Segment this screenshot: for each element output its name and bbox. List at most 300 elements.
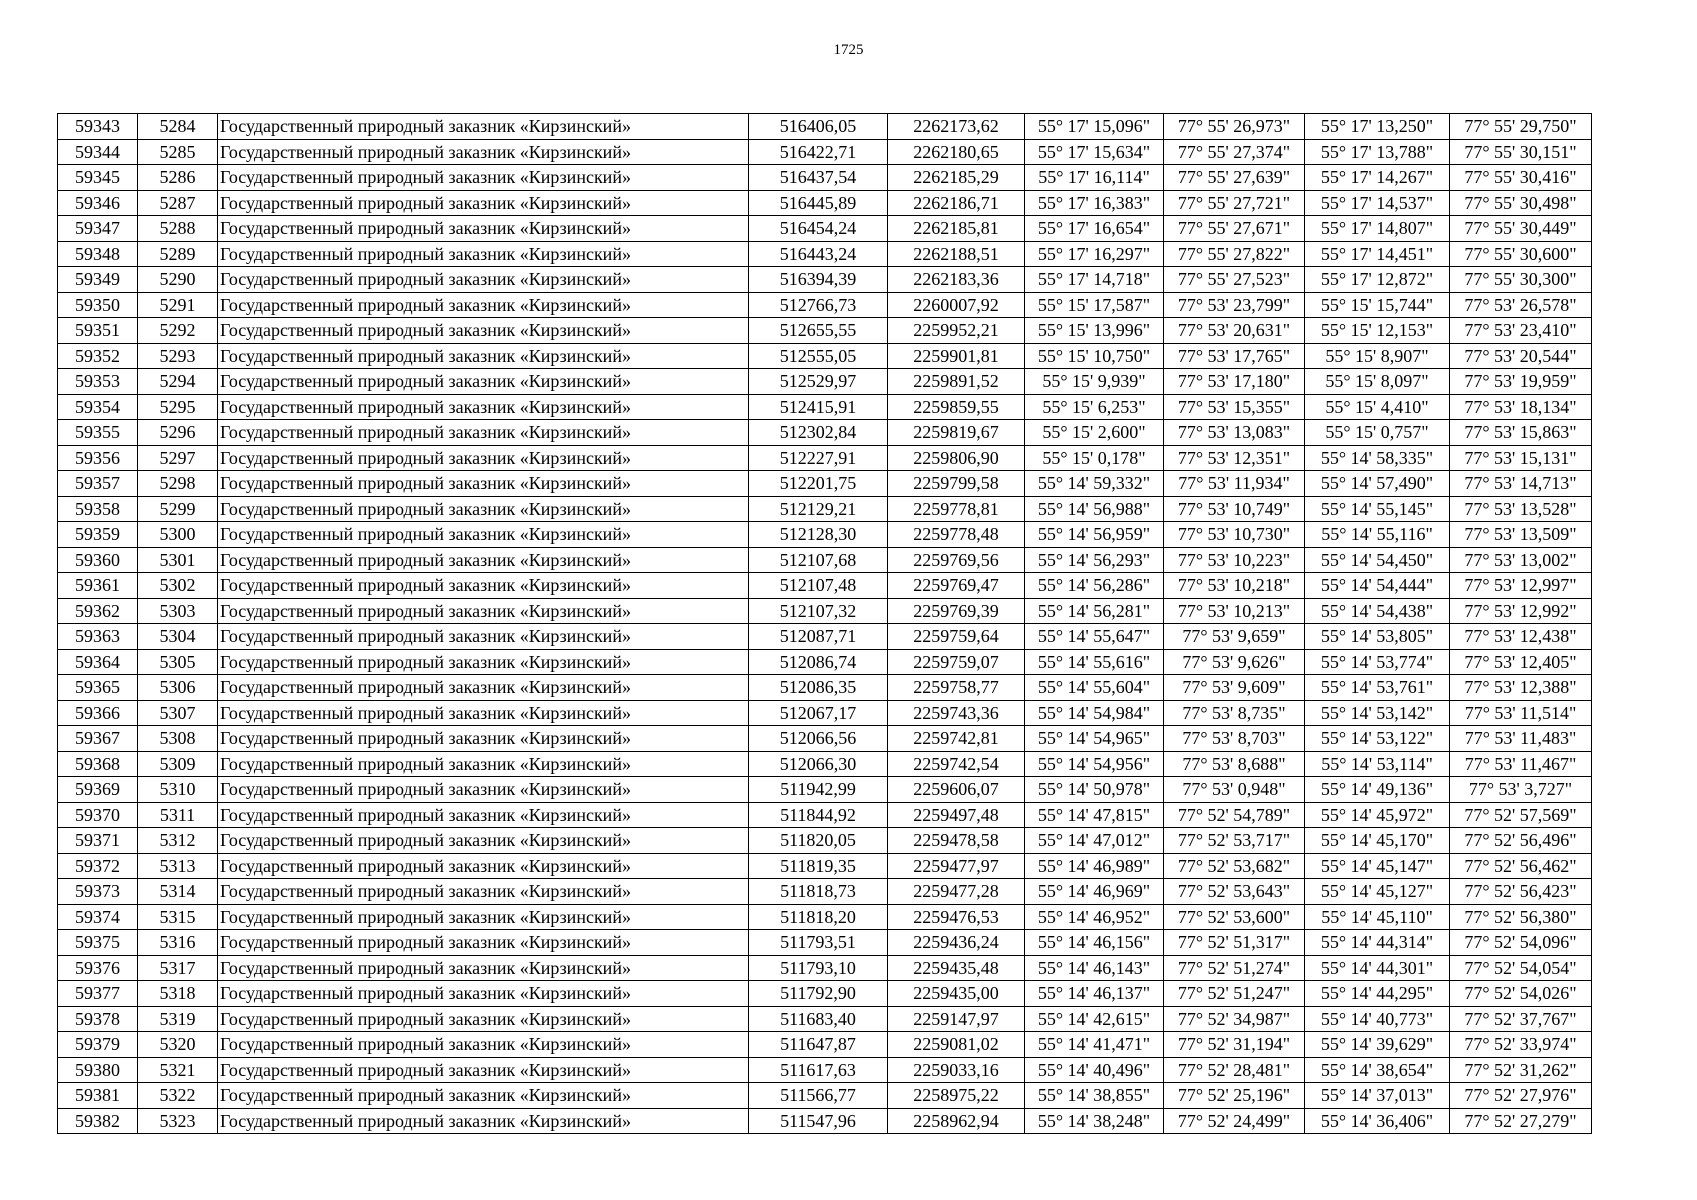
longitude-2-cell: 77° 52' 31,262" — [1450, 1057, 1592, 1083]
point-number-cell: 5288 — [138, 216, 218, 242]
latitude-1-cell: 55° 14' 46,156" — [1025, 930, 1164, 956]
table-row — [58, 190, 1592, 216]
latitude-2-cell: 55° 14' 39,629" — [1305, 1032, 1450, 1058]
latitude-2-cell: 55° 14' 36,406" — [1305, 1108, 1450, 1134]
longitude-1-cell: 77° 53' 9,626" — [1164, 649, 1305, 675]
object-name-cell: Государственный природный заказник «Кирзинский» — [218, 318, 749, 344]
point-number-cell: 5297 — [138, 445, 218, 471]
latitude-1-cell: 55° 15' 9,939" — [1025, 369, 1164, 395]
longitude-2-cell: 77° 52' 37,767" — [1450, 1006, 1592, 1032]
longitude-2-cell: 77° 52' 57,569" — [1450, 802, 1592, 828]
point-number-cell: 5314 — [138, 879, 218, 905]
longitude-2-cell: 77° 53' 18,134" — [1450, 394, 1592, 420]
latitude-1-cell: 55° 14' 40,496" — [1025, 1057, 1164, 1083]
x-coordinate-cell: 511942,99 — [749, 777, 888, 803]
x-coordinate-cell: 511820,05 — [749, 828, 888, 854]
longitude-2-cell: 77° 52' 27,976" — [1450, 1083, 1592, 1109]
point-number-cell: 5309 — [138, 751, 218, 777]
table-row — [58, 216, 1592, 242]
table-row — [58, 139, 1592, 165]
y-coordinate-cell: 2259819,67 — [888, 420, 1025, 446]
latitude-2-cell: 55° 14' 57,490" — [1305, 471, 1450, 497]
latitude-2-cell: 55° 17' 14,807" — [1305, 216, 1450, 242]
longitude-2-cell: 77° 52' 33,974" — [1450, 1032, 1592, 1058]
latitude-2-cell: 55° 17' 14,537" — [1305, 190, 1450, 216]
latitude-2-cell: 55° 17' 14,267" — [1305, 165, 1450, 191]
longitude-2-cell: 77° 53' 11,467" — [1450, 751, 1592, 777]
latitude-1-cell: 55° 14' 55,604" — [1025, 675, 1164, 701]
y-coordinate-cell: 2259435,48 — [888, 955, 1025, 981]
latitude-1-cell: 55° 14' 54,956" — [1025, 751, 1164, 777]
longitude-2-cell: 77° 52' 56,423" — [1450, 879, 1592, 905]
longitude-1-cell: 77° 53' 10,223" — [1164, 547, 1305, 573]
row-number-cell: 59380 — [58, 1057, 138, 1083]
object-name-cell: Государственный природный заказник «Кирзинский» — [218, 649, 749, 675]
object-name-cell: Государственный природный заказник «Кирзинский» — [218, 955, 749, 981]
object-name-cell: Государственный природный заказник «Кирзинский» — [218, 981, 749, 1007]
coordinates-table — [57, 113, 1592, 1134]
row-number-cell: 59351 — [58, 318, 138, 344]
x-coordinate-cell: 516445,89 — [749, 190, 888, 216]
row-number-cell: 59381 — [58, 1083, 138, 1109]
longitude-1-cell: 77° 52' 31,194" — [1164, 1032, 1305, 1058]
latitude-2-cell: 55° 14' 58,335" — [1305, 445, 1450, 471]
y-coordinate-cell: 2259769,39 — [888, 598, 1025, 624]
x-coordinate-cell: 512302,84 — [749, 420, 888, 446]
longitude-1-cell: 77° 53' 15,355" — [1164, 394, 1305, 420]
point-number-cell: 5304 — [138, 624, 218, 650]
latitude-1-cell: 55° 14' 56,988" — [1025, 496, 1164, 522]
row-number-cell: 59368 — [58, 751, 138, 777]
x-coordinate-cell: 511793,51 — [749, 930, 888, 956]
longitude-2-cell: 77° 53' 12,438" — [1450, 624, 1592, 650]
table-row — [58, 343, 1592, 369]
object-name-cell: Государственный природный заказник «Кирзинский» — [218, 573, 749, 599]
object-name-cell: Государственный природный заказник «Кирзинский» — [218, 190, 749, 216]
row-number-cell: 59349 — [58, 267, 138, 293]
row-number-cell: 59379 — [58, 1032, 138, 1058]
point-number-cell: 5302 — [138, 573, 218, 599]
latitude-2-cell: 55° 15' 0,757" — [1305, 420, 1450, 446]
point-number-cell: 5312 — [138, 828, 218, 854]
longitude-2-cell: 77° 53' 12,405" — [1450, 649, 1592, 675]
table-row — [58, 726, 1592, 752]
table-row — [58, 1108, 1592, 1134]
row-number-cell: 59382 — [58, 1108, 138, 1134]
object-name-cell: Государственный природный заказник «Кирзинский» — [218, 700, 749, 726]
longitude-1-cell: 77° 53' 11,934" — [1164, 471, 1305, 497]
longitude-2-cell: 77° 53' 20,544" — [1450, 343, 1592, 369]
x-coordinate-cell: 512766,73 — [749, 292, 888, 318]
latitude-1-cell: 55° 14' 55,616" — [1025, 649, 1164, 675]
latitude-2-cell: 55° 14' 53,114" — [1305, 751, 1450, 777]
longitude-1-cell: 77° 53' 17,180" — [1164, 369, 1305, 395]
latitude-2-cell: 55° 14' 45,170" — [1305, 828, 1450, 854]
x-coordinate-cell: 512201,75 — [749, 471, 888, 497]
row-number-cell: 59375 — [58, 930, 138, 956]
row-number-cell: 59369 — [58, 777, 138, 803]
row-number-cell: 59377 — [58, 981, 138, 1007]
table-row — [58, 802, 1592, 828]
longitude-2-cell: 77° 53' 12,992" — [1450, 598, 1592, 624]
latitude-2-cell: 55° 14' 54,450" — [1305, 547, 1450, 573]
point-number-cell: 5305 — [138, 649, 218, 675]
y-coordinate-cell: 2259435,00 — [888, 981, 1025, 1007]
latitude-2-cell: 55° 14' 45,972" — [1305, 802, 1450, 828]
longitude-1-cell: 77° 52' 51,274" — [1164, 955, 1305, 981]
longitude-2-cell: 77° 55' 30,449" — [1450, 216, 1592, 242]
row-number-cell: 59361 — [58, 573, 138, 599]
table-row — [58, 445, 1592, 471]
x-coordinate-cell: 512655,55 — [749, 318, 888, 344]
longitude-1-cell: 77° 52' 53,600" — [1164, 904, 1305, 930]
row-number-cell: 59343 — [58, 114, 138, 140]
latitude-2-cell: 55° 15' 4,410" — [1305, 394, 1450, 420]
longitude-2-cell: 77° 52' 54,054" — [1450, 955, 1592, 981]
latitude-2-cell: 55° 14' 54,444" — [1305, 573, 1450, 599]
point-number-cell: 5303 — [138, 598, 218, 624]
point-number-cell: 5285 — [138, 139, 218, 165]
point-number-cell: 5299 — [138, 496, 218, 522]
longitude-2-cell: 77° 53' 13,528" — [1450, 496, 1592, 522]
latitude-1-cell: 55° 14' 46,137" — [1025, 981, 1164, 1007]
x-coordinate-cell: 512529,97 — [749, 369, 888, 395]
y-coordinate-cell: 2262180,65 — [888, 139, 1025, 165]
longitude-1-cell: 77° 52' 51,247" — [1164, 981, 1305, 1007]
latitude-1-cell: 55° 14' 55,647" — [1025, 624, 1164, 650]
x-coordinate-cell: 512227,91 — [749, 445, 888, 471]
latitude-1-cell: 55° 14' 54,965" — [1025, 726, 1164, 752]
latitude-1-cell: 55° 15' 2,600" — [1025, 420, 1164, 446]
object-name-cell: Государственный природный заказник «Кирзинский» — [218, 1083, 749, 1109]
y-coordinate-cell: 2262183,36 — [888, 267, 1025, 293]
longitude-1-cell: 77° 55' 27,639" — [1164, 165, 1305, 191]
table-row — [58, 1057, 1592, 1083]
row-number-cell: 59374 — [58, 904, 138, 930]
latitude-1-cell: 55° 14' 38,855" — [1025, 1083, 1164, 1109]
table-row — [58, 700, 1592, 726]
x-coordinate-cell: 512107,32 — [749, 598, 888, 624]
latitude-2-cell: 55° 14' 53,774" — [1305, 649, 1450, 675]
table-row — [58, 573, 1592, 599]
latitude-2-cell: 55° 15' 8,097" — [1305, 369, 1450, 395]
object-name-cell: Государственный природный заказник «Кирзинский» — [218, 879, 749, 905]
y-coordinate-cell: 2259778,81 — [888, 496, 1025, 522]
object-name-cell: Государственный природный заказник «Кирзинский» — [218, 445, 749, 471]
longitude-2-cell: 77° 53' 11,483" — [1450, 726, 1592, 752]
row-number-cell: 59378 — [58, 1006, 138, 1032]
point-number-cell: 5300 — [138, 522, 218, 548]
x-coordinate-cell: 512107,68 — [749, 547, 888, 573]
longitude-2-cell: 77° 55' 29,750" — [1450, 114, 1592, 140]
row-number-cell: 59365 — [58, 675, 138, 701]
x-coordinate-cell: 516394,39 — [749, 267, 888, 293]
x-coordinate-cell: 511647,87 — [749, 1032, 888, 1058]
coordinates-table-body — [58, 114, 1592, 1134]
latitude-2-cell: 55° 15' 15,744" — [1305, 292, 1450, 318]
row-number-cell: 59366 — [58, 700, 138, 726]
longitude-1-cell: 77° 55' 27,374" — [1164, 139, 1305, 165]
x-coordinate-cell: 512086,74 — [749, 649, 888, 675]
latitude-1-cell: 55° 14' 46,989" — [1025, 853, 1164, 879]
object-name-cell: Государственный природный заказник «Кирзинский» — [218, 777, 749, 803]
object-name-cell: Государственный природный заказник «Кирзинский» — [218, 751, 749, 777]
object-name-cell: Государственный природный заказник «Кирзинский» — [218, 139, 749, 165]
latitude-2-cell: 55° 14' 40,773" — [1305, 1006, 1450, 1032]
longitude-1-cell: 77° 53' 9,659" — [1164, 624, 1305, 650]
longitude-1-cell: 77° 52' 24,499" — [1164, 1108, 1305, 1134]
latitude-1-cell: 55° 14' 50,978" — [1025, 777, 1164, 803]
y-coordinate-cell: 2260007,92 — [888, 292, 1025, 318]
longitude-1-cell: 77° 55' 27,523" — [1164, 267, 1305, 293]
y-coordinate-cell: 2258975,22 — [888, 1083, 1025, 1109]
latitude-1-cell: 55° 14' 38,248" — [1025, 1108, 1164, 1134]
longitude-1-cell: 77° 53' 23,799" — [1164, 292, 1305, 318]
latitude-1-cell: 55° 14' 56,293" — [1025, 547, 1164, 573]
object-name-cell: Государственный природный заказник «Кирзинский» — [218, 828, 749, 854]
longitude-2-cell: 77° 53' 26,578" — [1450, 292, 1592, 318]
latitude-2-cell: 55° 14' 53,142" — [1305, 700, 1450, 726]
latitude-1-cell: 55° 14' 47,815" — [1025, 802, 1164, 828]
row-number-cell: 59353 — [58, 369, 138, 395]
object-name-cell: Государственный природный заказник «Кирзинский» — [218, 343, 749, 369]
row-number-cell: 59346 — [58, 190, 138, 216]
longitude-1-cell: 77° 53' 10,730" — [1164, 522, 1305, 548]
latitude-2-cell: 55° 15' 12,153" — [1305, 318, 1450, 344]
y-coordinate-cell: 2259742,54 — [888, 751, 1025, 777]
table-row — [58, 394, 1592, 420]
object-name-cell: Государственный природный заказник «Кирзинский» — [218, 1108, 749, 1134]
point-number-cell: 5290 — [138, 267, 218, 293]
y-coordinate-cell: 2259478,58 — [888, 828, 1025, 854]
page-number: 1725 — [833, 42, 864, 58]
latitude-2-cell: 55° 17' 13,788" — [1305, 139, 1450, 165]
object-name-cell: Государственный природный заказник «Кирзинский» — [218, 241, 749, 267]
longitude-1-cell: 77° 53' 12,351" — [1164, 445, 1305, 471]
x-coordinate-cell: 511566,77 — [749, 1083, 888, 1109]
latitude-1-cell: 55° 14' 46,969" — [1025, 879, 1164, 905]
latitude-2-cell: 55° 14' 45,127" — [1305, 879, 1450, 905]
object-name-cell: Государственный природный заказник «Кирзинский» — [218, 853, 749, 879]
row-number-cell: 59367 — [58, 726, 138, 752]
row-number-cell: 59362 — [58, 598, 138, 624]
latitude-1-cell: 55° 14' 46,952" — [1025, 904, 1164, 930]
y-coordinate-cell: 2259497,48 — [888, 802, 1025, 828]
latitude-2-cell: 55° 14' 54,438" — [1305, 598, 1450, 624]
x-coordinate-cell: 512107,48 — [749, 573, 888, 599]
x-coordinate-cell: 511547,96 — [749, 1108, 888, 1134]
longitude-2-cell: 77° 53' 13,509" — [1450, 522, 1592, 548]
y-coordinate-cell: 2259477,97 — [888, 853, 1025, 879]
longitude-2-cell: 77° 52' 54,096" — [1450, 930, 1592, 956]
row-number-cell: 59359 — [58, 522, 138, 548]
longitude-2-cell: 77° 52' 56,496" — [1450, 828, 1592, 854]
x-coordinate-cell: 516443,24 — [749, 241, 888, 267]
point-number-cell: 5316 — [138, 930, 218, 956]
latitude-1-cell: 55° 14' 54,984" — [1025, 700, 1164, 726]
row-number-cell: 59345 — [58, 165, 138, 191]
table-row — [58, 496, 1592, 522]
y-coordinate-cell: 2259759,07 — [888, 649, 1025, 675]
point-number-cell: 5301 — [138, 547, 218, 573]
x-coordinate-cell: 511617,63 — [749, 1057, 888, 1083]
point-number-cell: 5315 — [138, 904, 218, 930]
point-number-cell: 5294 — [138, 369, 218, 395]
longitude-2-cell: 77° 55' 30,600" — [1450, 241, 1592, 267]
table-row — [58, 292, 1592, 318]
x-coordinate-cell: 512066,56 — [749, 726, 888, 752]
longitude-2-cell: 77° 55' 30,498" — [1450, 190, 1592, 216]
object-name-cell: Государственный природный заказник «Кирзинский» — [218, 930, 749, 956]
point-number-cell: 5298 — [138, 471, 218, 497]
row-number-cell: 59372 — [58, 853, 138, 879]
point-number-cell: 5311 — [138, 802, 218, 828]
y-coordinate-cell: 2259778,48 — [888, 522, 1025, 548]
latitude-1-cell: 55° 14' 56,281" — [1025, 598, 1164, 624]
y-coordinate-cell: 2259606,07 — [888, 777, 1025, 803]
row-number-cell: 59363 — [58, 624, 138, 650]
x-coordinate-cell: 511818,73 — [749, 879, 888, 905]
longitude-1-cell: 77° 55' 27,671" — [1164, 216, 1305, 242]
point-number-cell: 5320 — [138, 1032, 218, 1058]
longitude-1-cell: 77° 52' 53,682" — [1164, 853, 1305, 879]
latitude-1-cell: 55° 17' 16,114" — [1025, 165, 1164, 191]
longitude-1-cell: 77° 53' 10,749" — [1164, 496, 1305, 522]
object-name-cell: Государственный природный заказник «Кирзинский» — [218, 394, 749, 420]
longitude-2-cell: 77° 55' 30,416" — [1450, 165, 1592, 191]
table-row — [58, 165, 1592, 191]
point-number-cell: 5318 — [138, 981, 218, 1007]
latitude-2-cell: 55° 14' 53,761" — [1305, 675, 1450, 701]
longitude-1-cell: 77° 52' 53,643" — [1164, 879, 1305, 905]
y-coordinate-cell: 2259759,64 — [888, 624, 1025, 650]
y-coordinate-cell: 2259901,81 — [888, 343, 1025, 369]
latitude-1-cell: 55° 15' 10,750" — [1025, 343, 1164, 369]
table-row — [58, 114, 1592, 140]
y-coordinate-cell: 2262186,71 — [888, 190, 1025, 216]
y-coordinate-cell: 2259859,55 — [888, 394, 1025, 420]
x-coordinate-cell: 511792,90 — [749, 981, 888, 1007]
longitude-2-cell: 77° 52' 54,026" — [1450, 981, 1592, 1007]
object-name-cell: Государственный природный заказник «Кирзинский» — [218, 1057, 749, 1083]
longitude-1-cell: 77° 53' 20,631" — [1164, 318, 1305, 344]
longitude-2-cell: 77° 53' 12,388" — [1450, 675, 1592, 701]
table-row — [58, 522, 1592, 548]
row-number-cell: 59352 — [58, 343, 138, 369]
longitude-2-cell: 77° 53' 14,713" — [1450, 471, 1592, 497]
x-coordinate-cell: 511819,35 — [749, 853, 888, 879]
latitude-1-cell: 55° 14' 42,615" — [1025, 1006, 1164, 1032]
longitude-2-cell: 77° 52' 56,462" — [1450, 853, 1592, 879]
longitude-1-cell: 77° 55' 26,973" — [1164, 114, 1305, 140]
longitude-1-cell: 77° 53' 10,218" — [1164, 573, 1305, 599]
table-row — [58, 471, 1592, 497]
y-coordinate-cell: 2259081,02 — [888, 1032, 1025, 1058]
row-number-cell: 59350 — [58, 292, 138, 318]
latitude-1-cell: 55° 14' 59,332" — [1025, 471, 1164, 497]
y-coordinate-cell: 2259769,47 — [888, 573, 1025, 599]
longitude-1-cell: 77° 52' 51,317" — [1164, 930, 1305, 956]
point-number-cell: 5286 — [138, 165, 218, 191]
x-coordinate-cell: 516406,05 — [749, 114, 888, 140]
table-row — [58, 853, 1592, 879]
longitude-2-cell: 77° 53' 13,002" — [1450, 547, 1592, 573]
longitude-1-cell: 77° 52' 25,196" — [1164, 1083, 1305, 1109]
table-row — [58, 1006, 1592, 1032]
latitude-2-cell: 55° 14' 49,136" — [1305, 777, 1450, 803]
object-name-cell: Государственный природный заказник «Кирзинский» — [218, 598, 749, 624]
object-name-cell: Государственный природный заказник «Кирзинский» — [218, 496, 749, 522]
table-row — [58, 369, 1592, 395]
longitude-2-cell: 77° 53' 19,959" — [1450, 369, 1592, 395]
y-coordinate-cell: 2259477,28 — [888, 879, 1025, 905]
table-row — [58, 930, 1592, 956]
latitude-2-cell: 55° 14' 44,314" — [1305, 930, 1450, 956]
longitude-1-cell: 77° 52' 28,481" — [1164, 1057, 1305, 1083]
point-number-cell: 5319 — [138, 1006, 218, 1032]
y-coordinate-cell: 2262185,81 — [888, 216, 1025, 242]
table-row — [58, 241, 1592, 267]
x-coordinate-cell: 512129,21 — [749, 496, 888, 522]
y-coordinate-cell: 2262185,29 — [888, 165, 1025, 191]
row-number-cell: 59371 — [58, 828, 138, 854]
table-row — [58, 649, 1592, 675]
x-coordinate-cell: 512415,91 — [749, 394, 888, 420]
latitude-1-cell: 55° 17' 14,718" — [1025, 267, 1164, 293]
longitude-2-cell: 77° 53' 11,514" — [1450, 700, 1592, 726]
x-coordinate-cell: 516454,24 — [749, 216, 888, 242]
latitude-2-cell: 55° 14' 38,654" — [1305, 1057, 1450, 1083]
table-row — [58, 828, 1592, 854]
y-coordinate-cell: 2259769,56 — [888, 547, 1025, 573]
point-number-cell: 5317 — [138, 955, 218, 981]
longitude-2-cell: 77° 53' 3,727" — [1450, 777, 1592, 803]
point-number-cell: 5295 — [138, 394, 218, 420]
object-name-cell: Государственный природный заказник «Кирзинский» — [218, 726, 749, 752]
table-row — [58, 547, 1592, 573]
object-name-cell: Государственный природный заказник «Кирзинский» — [218, 1032, 749, 1058]
latitude-1-cell: 55° 15' 13,996" — [1025, 318, 1164, 344]
latitude-2-cell: 55° 14' 53,122" — [1305, 726, 1450, 752]
table-row — [58, 598, 1592, 624]
point-number-cell: 5313 — [138, 853, 218, 879]
longitude-1-cell: 77° 53' 8,703" — [1164, 726, 1305, 752]
x-coordinate-cell: 511844,92 — [749, 802, 888, 828]
latitude-1-cell: 55° 14' 47,012" — [1025, 828, 1164, 854]
point-number-cell: 5293 — [138, 343, 218, 369]
y-coordinate-cell: 2259799,58 — [888, 471, 1025, 497]
longitude-1-cell: 77° 53' 13,083" — [1164, 420, 1305, 446]
object-name-cell: Государственный природный заказник «Кирзинский» — [218, 471, 749, 497]
latitude-1-cell: 55° 15' 0,178" — [1025, 445, 1164, 471]
object-name-cell: Государственный природный заказник «Кирзинский» — [218, 1006, 749, 1032]
longitude-1-cell: 77° 53' 17,765" — [1164, 343, 1305, 369]
latitude-2-cell: 55° 14' 55,145" — [1305, 496, 1450, 522]
latitude-2-cell: 55° 17' 12,872" — [1305, 267, 1450, 293]
point-number-cell: 5321 — [138, 1057, 218, 1083]
table-row — [58, 879, 1592, 905]
row-number-cell: 59364 — [58, 649, 138, 675]
x-coordinate-cell: 516422,71 — [749, 139, 888, 165]
latitude-1-cell: 55° 14' 56,959" — [1025, 522, 1164, 548]
latitude-1-cell: 55° 15' 6,253" — [1025, 394, 1164, 420]
longitude-2-cell: 77° 53' 12,997" — [1450, 573, 1592, 599]
point-number-cell: 5322 — [138, 1083, 218, 1109]
latitude-1-cell: 55° 14' 41,471" — [1025, 1032, 1164, 1058]
object-name-cell: Государственный природный заказник «Кирзинский» — [218, 547, 749, 573]
longitude-2-cell: 77° 53' 15,863" — [1450, 420, 1592, 446]
row-number-cell: 59355 — [58, 420, 138, 446]
